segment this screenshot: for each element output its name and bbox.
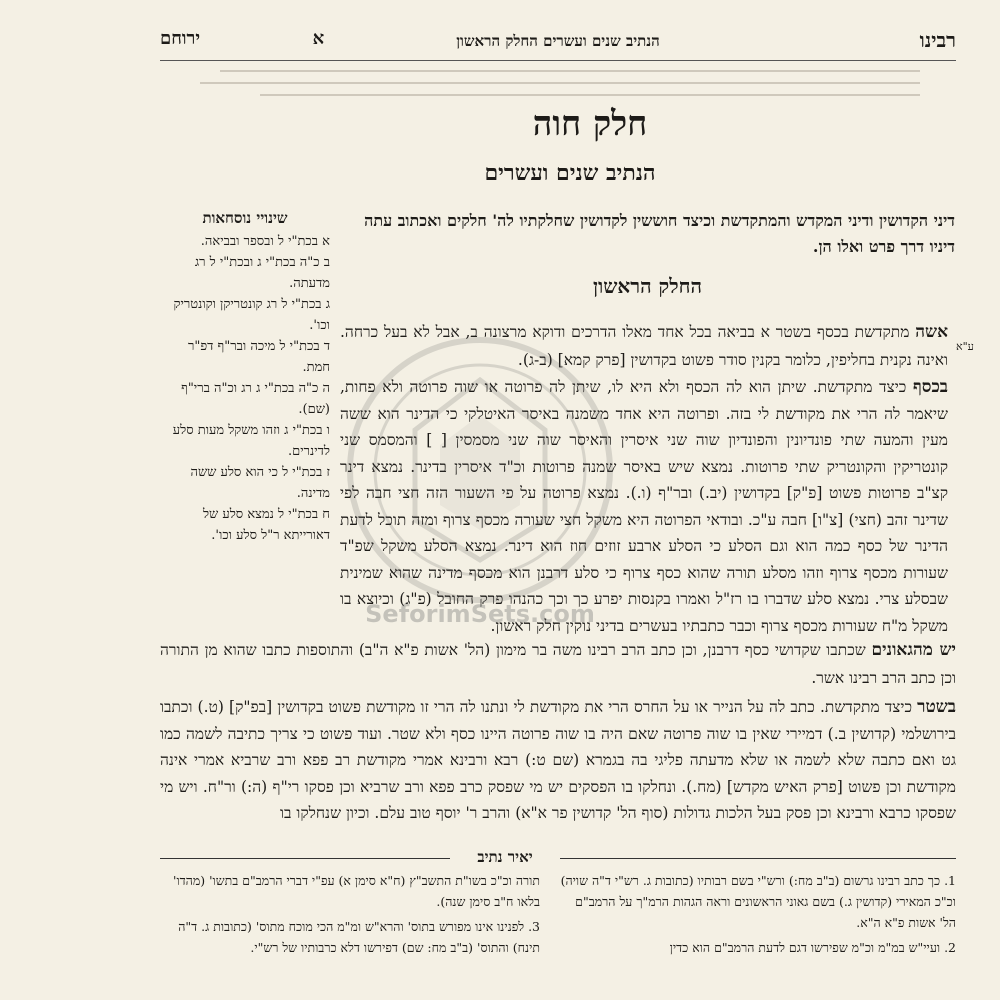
note-item: א בכת"י ל ובספר ובביאה. xyxy=(200,234,330,249)
footnote-item: 1. כך כתב רבינו גרשום (ב"ב מח:) ורש"י בשם רבותיו (כתובות ג. רש"י ד"ה שויה) וכ"כ המאירי (קדושין ג.) בשם גאוני הראשונים וראה הגהות הרמ"ך על הרמב"ם הל' אשות פ"א ה"א. xyxy=(560,873,956,930)
part-heading: החלק הראשון xyxy=(593,274,702,298)
bleed-line xyxy=(220,70,920,72)
note-item: ב כ"ה בכת"י ג ובכת"י ל רג מדעתה. xyxy=(194,255,330,291)
footnotes-heading: יאיר נתיב xyxy=(460,848,550,867)
bleed-line xyxy=(260,94,920,96)
header-title-middle: הנתיב שנים ועשרים החלק הראשון xyxy=(456,32,660,50)
paragraph-lead-word: בשטר xyxy=(917,697,956,717)
chapter-subtitle: הנתיב שנים ועשרים xyxy=(484,160,656,186)
paragraph-text: מתקדשת בכסף בשטר א בביאה בכל אחד מאלו הדרכים ודוקא מרצונה ב, אבל לא בעל כרחה. ואינה נקנית בחליפין, כלומר בקנין סודר פשוט בקדושין [פרק קמא] (ב-ג). xyxy=(340,323,948,369)
paragraph-lead-word: אשה xyxy=(915,322,948,342)
paragraph-lead-word: יש מהגאונים xyxy=(871,640,956,660)
note-item: ח בכת"י ל נמצא סלע של דאורייתא ר"ל סלע וכו'. xyxy=(202,507,330,543)
footnote-item: 2. ועיי"ש במ"מ וכ"מ שפירשו דגם לדעת הרמב"ם הוא כדין xyxy=(669,940,956,955)
note-item: ג בכת"י ל רג קונטריקן וקונטריק וכו'. xyxy=(173,297,330,333)
paragraph-text: שכתבו שקדושי כסף דרבנן, וכן כתב הרב רבינו משה בר מימון (הל' אשות פ"א ה"ב) והתוספות כתבו שהוא מן התורה וכן כתב הרב רבינו אשר. xyxy=(160,641,956,687)
footnote-rule xyxy=(560,858,956,859)
note-item: ז בכת"י ל כי הוא סלע ששה מדינה. xyxy=(190,465,330,501)
header-title-left: ירוחם xyxy=(160,28,201,49)
running-header xyxy=(160,28,956,54)
watermark-text: SeforimSets.com xyxy=(365,600,595,628)
page-letter: א xyxy=(312,28,325,49)
notes-title: שינויי נוסחאות xyxy=(202,209,288,227)
header-left-group xyxy=(160,28,324,49)
paragraph-text: כיצד מתקדשת. כתב לה על הנייר או על החרס הרי את מקודשת לי ונתנו לה הרי זו מקודשת פשוט בקדושין [בפ"ק] (ט.) וכתבו בירושלמי (קדושין ב.) דמיירי שאין בו שוה פרוטה שאם היה בו שוה פרוטה היינו כסף ולא שטר. ועוד פשוט כי צריך כתיבה לשמה כמו גט ואם כתבה שלא לשמה או שלא מדעתה פליגי בה בגמרא (שם ט:) רבא ורבינא אמרי מקודשת רב פפא ורב שרביא אמרי אינה מקודשת וכן פשוט [פרק האיש מקדש] (מח.). ונחלקו בו הפסקים יש מי שפסק כרב פפא ורב שרביא וכן פסקו רי"ף (ה:) ור"ח. ויש מי שפסקו כרבא ורבינא וכן פסק בעל הלכות גדולות (סוף הל' קדושין פר א"א) והרב ר' יוסף טוב עלם. וכיון שנחלקו בו xyxy=(160,698,956,822)
paragraph-lead-word: בכסף xyxy=(913,377,948,397)
footnote-item: 3. לפנינו אינו מפורש בתוס' והרא"ש ומ"מ הכי מוכח מתוס' (כתובות ג. ד"ה תינח) והתוס' (ב"ב מח: שם) דפירשו דלא כרבותיו של רש"י. xyxy=(178,919,540,955)
note-item: ה כ"ה בכת"י ג רג וכ"ה ברי"ף (שם). xyxy=(181,381,330,417)
footnotes-column-right xyxy=(560,870,956,962)
note-item: ו בכת"י ג וזהו משקל מעות סלע לדינרים. xyxy=(172,423,330,459)
header-title-right: רבינו xyxy=(919,28,956,52)
chapter-intro: דיני הקדושין ודיני המקדש והמתקדשת וכיצד חוששין לקדושין שחלקתיו לה' חלקים ואכתוב עתה דיניו דרך פרט ואלו הן. xyxy=(364,211,955,256)
paragraph xyxy=(160,636,956,692)
paragraph xyxy=(160,694,956,827)
bleed-line xyxy=(200,82,920,84)
paragraph-text: כיצד מתקדשת. שיתן הוא לה הכסף ולא היא לו, שיתן לה פרוטה או שוה פרוטה ולא פחות, שיאמר לה הרי את מקודשת לי בזה. ופרוטה היא אחד משמנה באיסר האיטלקי כי הדינר הוא ששה מעין והמעה שתי פונדיונין והפונדיון שוה שני איסרין והאיסר שוה שני מסמסין [ ] והמסמס שני קונטריקין והקונטריק שתי פרוטות. נמצא שיש באיסר שמנה פרוטות וכ"ד איסרין בדינר. נמצא דינר קצ"ב פרוטות פשוט [פ"ק] בקדושין (יב.) ובר"ף (ו.). נמצא פרוטה על פי השעור הזה חצי חבה לפי שדינר זהב (חצי) [צ"ו] חבה ע"כ. ובודאי הפרוטה היא משקל חצי שעורה מכסף צרוף ומזה תוכל לדעת הדינר של כסף כמה הוא וגם הסלע כי הסלע ארבע זוזים חוז הוא דינר. נמצא הסלע משקל שפ"ד שעורות מכסף צרוף וזהו מסלע תורה שהוא כסף צרוף כי סלע דרבנן הוא מכסף מדינה שהוא שמינית שבסלע צרי. נמצא סלע שדברו בו רז"ל ואמרו בקנסות יפרע כך וכך כהנהו פרק החובל (פ"ג) וכיוצא בו משקל מ"ח שעורות מכסף צרוף וכבר כתבתיו בעשרים בדיני נוקין חלק ראשון. xyxy=(340,378,948,635)
footnote-rule xyxy=(160,858,450,859)
variant-readings-notes xyxy=(160,208,330,546)
footnote-item: תורה וכ"כ בשו"ת התשב"ץ (ח"א סימן א) עפ"י דברי הרמב"ם בתשו' (מהדו' בלאו ח"ב סימן שנה). xyxy=(173,873,540,909)
margin-folio-ref: ע"א xyxy=(956,340,974,353)
section-title: חלק חוה xyxy=(532,104,648,144)
footnotes-column-left xyxy=(160,870,540,962)
header-rule xyxy=(160,60,956,61)
note-item: ד בכת"י ל מיכה ובר"ף דפ"ר חמת. xyxy=(188,339,330,375)
paragraph xyxy=(340,318,948,374)
